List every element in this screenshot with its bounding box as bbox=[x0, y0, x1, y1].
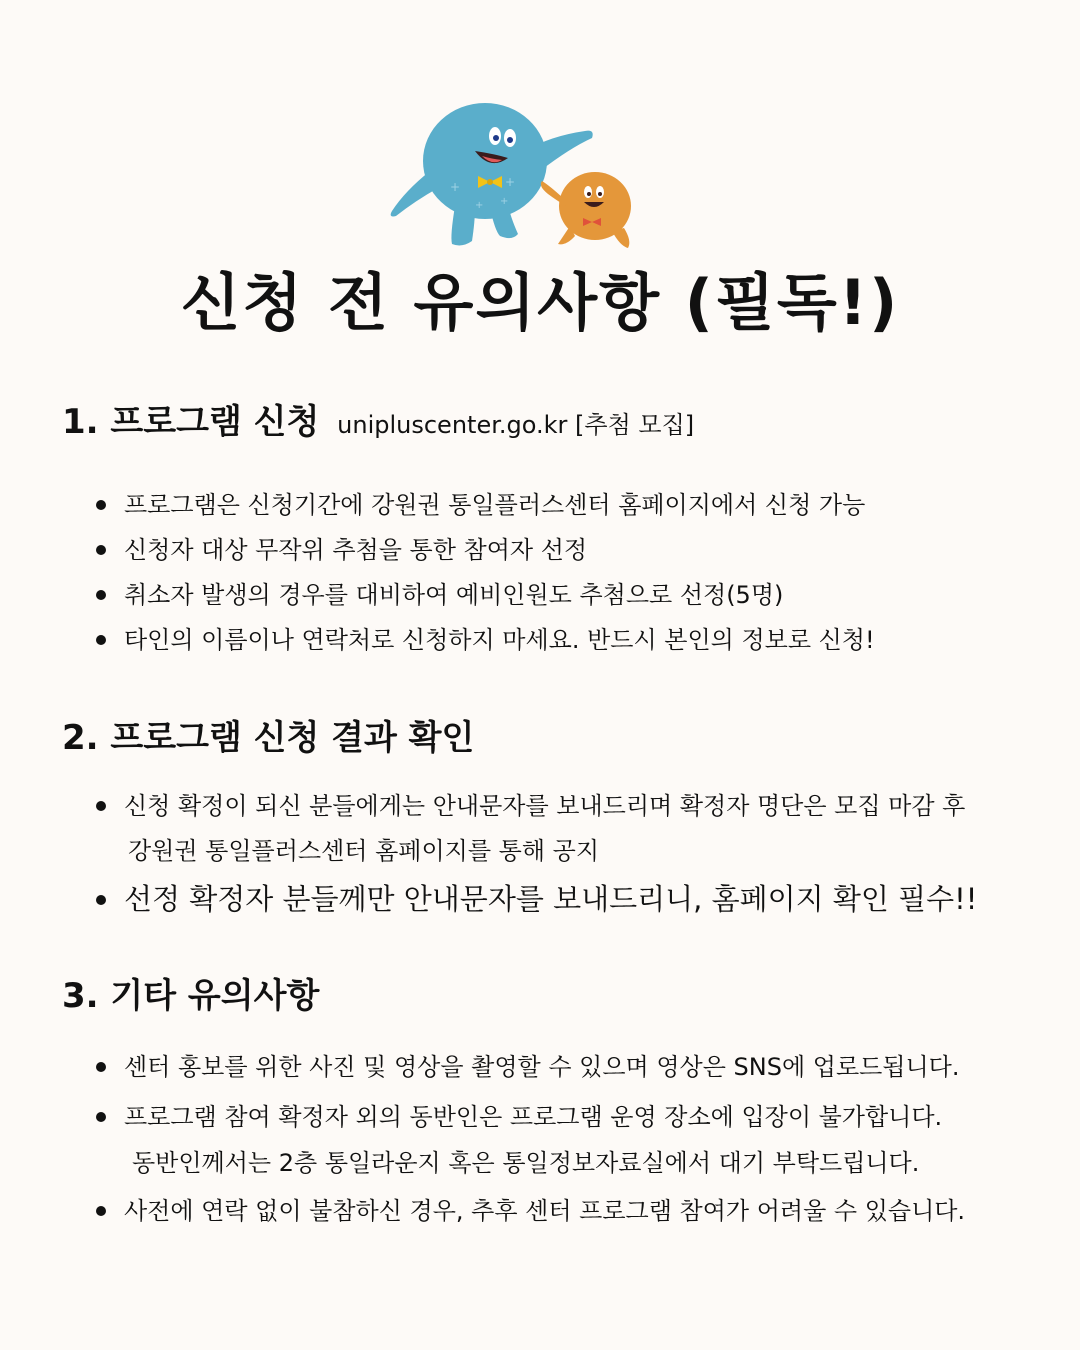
list-item-text: 프로그램은 신청기간에 강원권 통일플러스센터 홈페이지에서 신청 가능 bbox=[124, 491, 866, 519]
list-item bbox=[0, 876, 1080, 922]
page-title: 신청 전 유의사항 (필독!) bbox=[180, 266, 900, 339]
list-item-text: 타인의 이름이나 연락처로 신청하지 마세요. 반드시 본인의 정보로 신청! bbox=[124, 626, 875, 654]
bullet-icon bbox=[96, 1062, 106, 1072]
section-2-list bbox=[0, 784, 1080, 922]
svg-text:+: + bbox=[475, 200, 484, 211]
bullet-icon bbox=[96, 1206, 106, 1216]
list-item-text: 사전에 연락 없이 불참하신 경우, 추후 센터 프로그램 참여가 어려울 수 있습니다. bbox=[124, 1197, 966, 1225]
list-item bbox=[0, 784, 1080, 874]
list-item-text: 신청 확정이 되신 분들에게는 안내문자를 보내드리며 확정자 명단은 모집 마감 후 bbox=[124, 792, 966, 820]
bullet-icon bbox=[96, 590, 106, 600]
list-item-text: 선정 확정자 분들께만 안내문자를 보내드리니, 홈페이지 확인 필수!! bbox=[124, 882, 978, 916]
list-item bbox=[0, 488, 1080, 533]
list-item bbox=[0, 1188, 1080, 1234]
section-1-list bbox=[0, 488, 1080, 668]
list-item bbox=[0, 578, 1080, 623]
list-item-text: 취소자 발생의 경우를 대비하여 예비인원도 추첨으로 선정(5명) bbox=[124, 581, 784, 609]
bullet-icon bbox=[96, 635, 106, 645]
mascot-characters-icon bbox=[380, 96, 660, 256]
svg-text:+: + bbox=[450, 180, 461, 194]
section-3-list bbox=[0, 1044, 1080, 1234]
bullet-icon bbox=[96, 895, 106, 905]
list-item-continuation: 강원권 통일플러스센터 홈페이지를 통해 공지 bbox=[128, 837, 600, 865]
blue-mascot bbox=[391, 103, 593, 245]
mascot-illustration bbox=[380, 96, 660, 256]
list-item bbox=[0, 1094, 1080, 1186]
list-item bbox=[0, 1044, 1080, 1090]
bullet-icon bbox=[96, 545, 106, 555]
section-1-url: unipluscenter.go.kr [추첨 모집] bbox=[337, 411, 695, 439]
section-2-title: 2. 프로그램 신청 결과 확인 bbox=[62, 718, 475, 758]
list-item bbox=[0, 623, 1080, 668]
svg-text:+: + bbox=[505, 175, 516, 189]
bullet-icon bbox=[96, 500, 106, 510]
section-3-title: 3. 기타 유의사항 bbox=[62, 976, 320, 1016]
list-item-text: 프로그램 참여 확정자 외의 동반인은 프로그램 운영 장소에 입장이 불가합니다. bbox=[124, 1103, 943, 1131]
section-3-heading bbox=[62, 974, 319, 1018]
list-item-continuation: 동반인께서는 2층 통일라운지 혹은 통일정보자료실에서 대기 부탁드립니다. bbox=[132, 1149, 920, 1177]
bullet-icon bbox=[96, 801, 106, 811]
section-2-heading bbox=[62, 716, 474, 760]
svg-text:+: + bbox=[500, 196, 509, 207]
list-item-text: 센터 홍보를 위한 사진 및 영상을 촬영할 수 있으며 영상은 SNS에 업로드됩니다. bbox=[124, 1053, 960, 1081]
list-item bbox=[0, 533, 1080, 578]
list-item-text: 신청자 대상 무작위 추첨을 통한 참여자 선정 bbox=[124, 536, 588, 564]
orange-mascot bbox=[541, 172, 631, 248]
section-1-heading bbox=[62, 400, 694, 447]
section-1-title: 1. 프로그램 신청 bbox=[62, 402, 320, 442]
bullet-icon bbox=[96, 1112, 106, 1122]
